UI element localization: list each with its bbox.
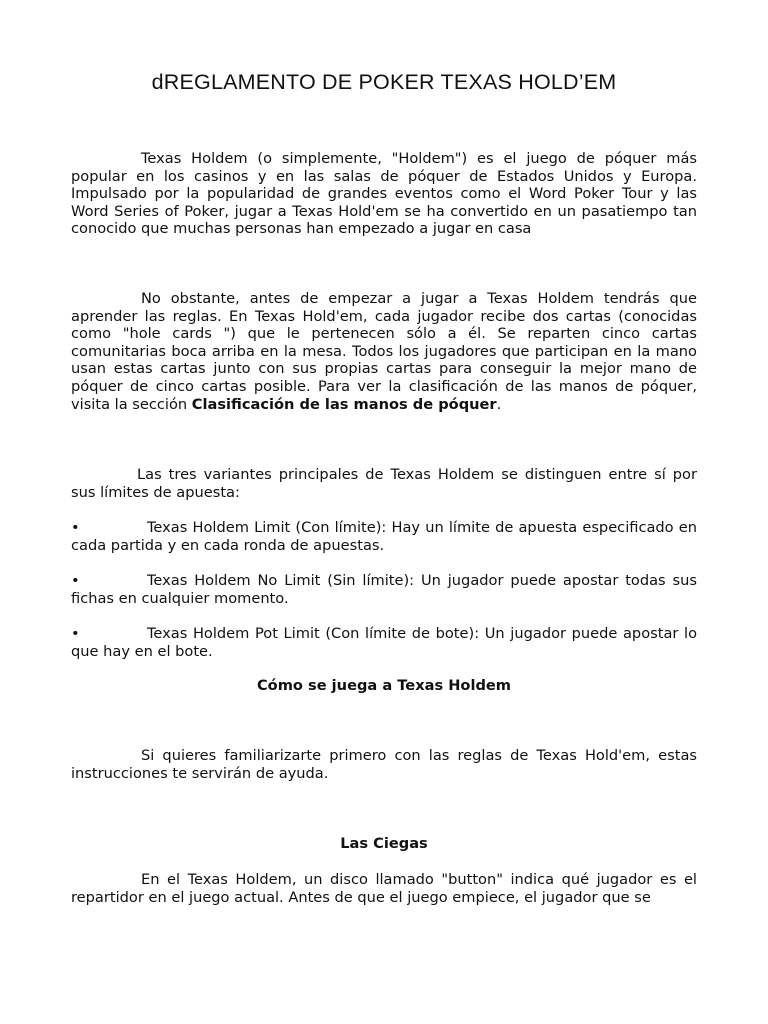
bullet-item-limit: [71, 519, 697, 554]
rules-paragraph-end: .: [496, 395, 502, 413]
rules-paragraph: [71, 290, 697, 413]
rules-paragraph-text: No obstante, antes de empezar a jugar a Texas Holdem tendrás que aprender las reglas. En Texas Hold'em, cada jugador recibe dos cartas (conocidas como "hole cards ") que le pertenecen sólo a él. Se reparten cinco cartas comunitarias boca arriba en la mesa. Todos los jugadores que participan en la mano usan estas cartas junto con sus propias cartas para conseguir la mejor mano de póquer de cinco cartas posible. Para ver la clasificación de las manos de póquer, visita la sección: [71, 290, 697, 413]
bullet-item-no-limit: [71, 572, 697, 607]
section-heading-blinds: Las Ciegas: [340, 835, 428, 852]
variants-intro-paragraph: Las tres variantes principales de Texas Holdem se distinguen entre sí por sus límites de apuesta:: [71, 466, 697, 501]
section-heading-how-to-play: Cómo se juega a Texas Holdem: [256, 677, 512, 694]
hand-ranking-link-text: Clasificación de las manos de póquer: [191, 395, 497, 413]
intro-paragraph: Texas Holdem (o simplemente, "Holdem") es el juego de póquer más popular en los casinos y en las salas de póquer de Estados Unidos y Europa. Impulsado por la popularidad de grandes eventos como el Word Poker Tour y las Word Series of Poker, jugar a Texas Hold'em se ha convertido en un pasatiempo tan conocido que muchas personas han empezado a jugar en casa: [71, 150, 697, 238]
document-title: dREGLAMENTO DE POKER TEXAS HOLD’EM: [151, 70, 617, 94]
blinds-paragraph: En el Texas Holdem, un disco llamado "button" indica qué jugador es el repartidor en el juego actual. Antes de que el juego empiece, el jugador que se: [71, 871, 697, 906]
bullet-icon: •: [71, 572, 80, 589]
bullet-icon: •: [71, 625, 80, 642]
bullet-icon: •: [71, 519, 80, 536]
bullet-text: Texas Holdem No Limit (Sin límite): Un jugador puede apostar todas sus fichas en cualquier momento.: [71, 572, 697, 607]
bullet-item-pot-limit: [71, 625, 697, 660]
bullet-text: Texas Holdem Pot Limit (Con límite de bote): Un jugador puede apostar lo que hay en el bote.: [71, 625, 697, 660]
how-to-play-paragraph: Si quieres familiarizarte primero con las reglas de Texas Hold'em, estas instrucciones te servirán de ayuda.: [71, 747, 697, 782]
bullet-text: Texas Holdem Limit (Con límite): Hay un límite de apuesta especificado en cada partida y en cada ronda de apuestas.: [71, 519, 697, 554]
